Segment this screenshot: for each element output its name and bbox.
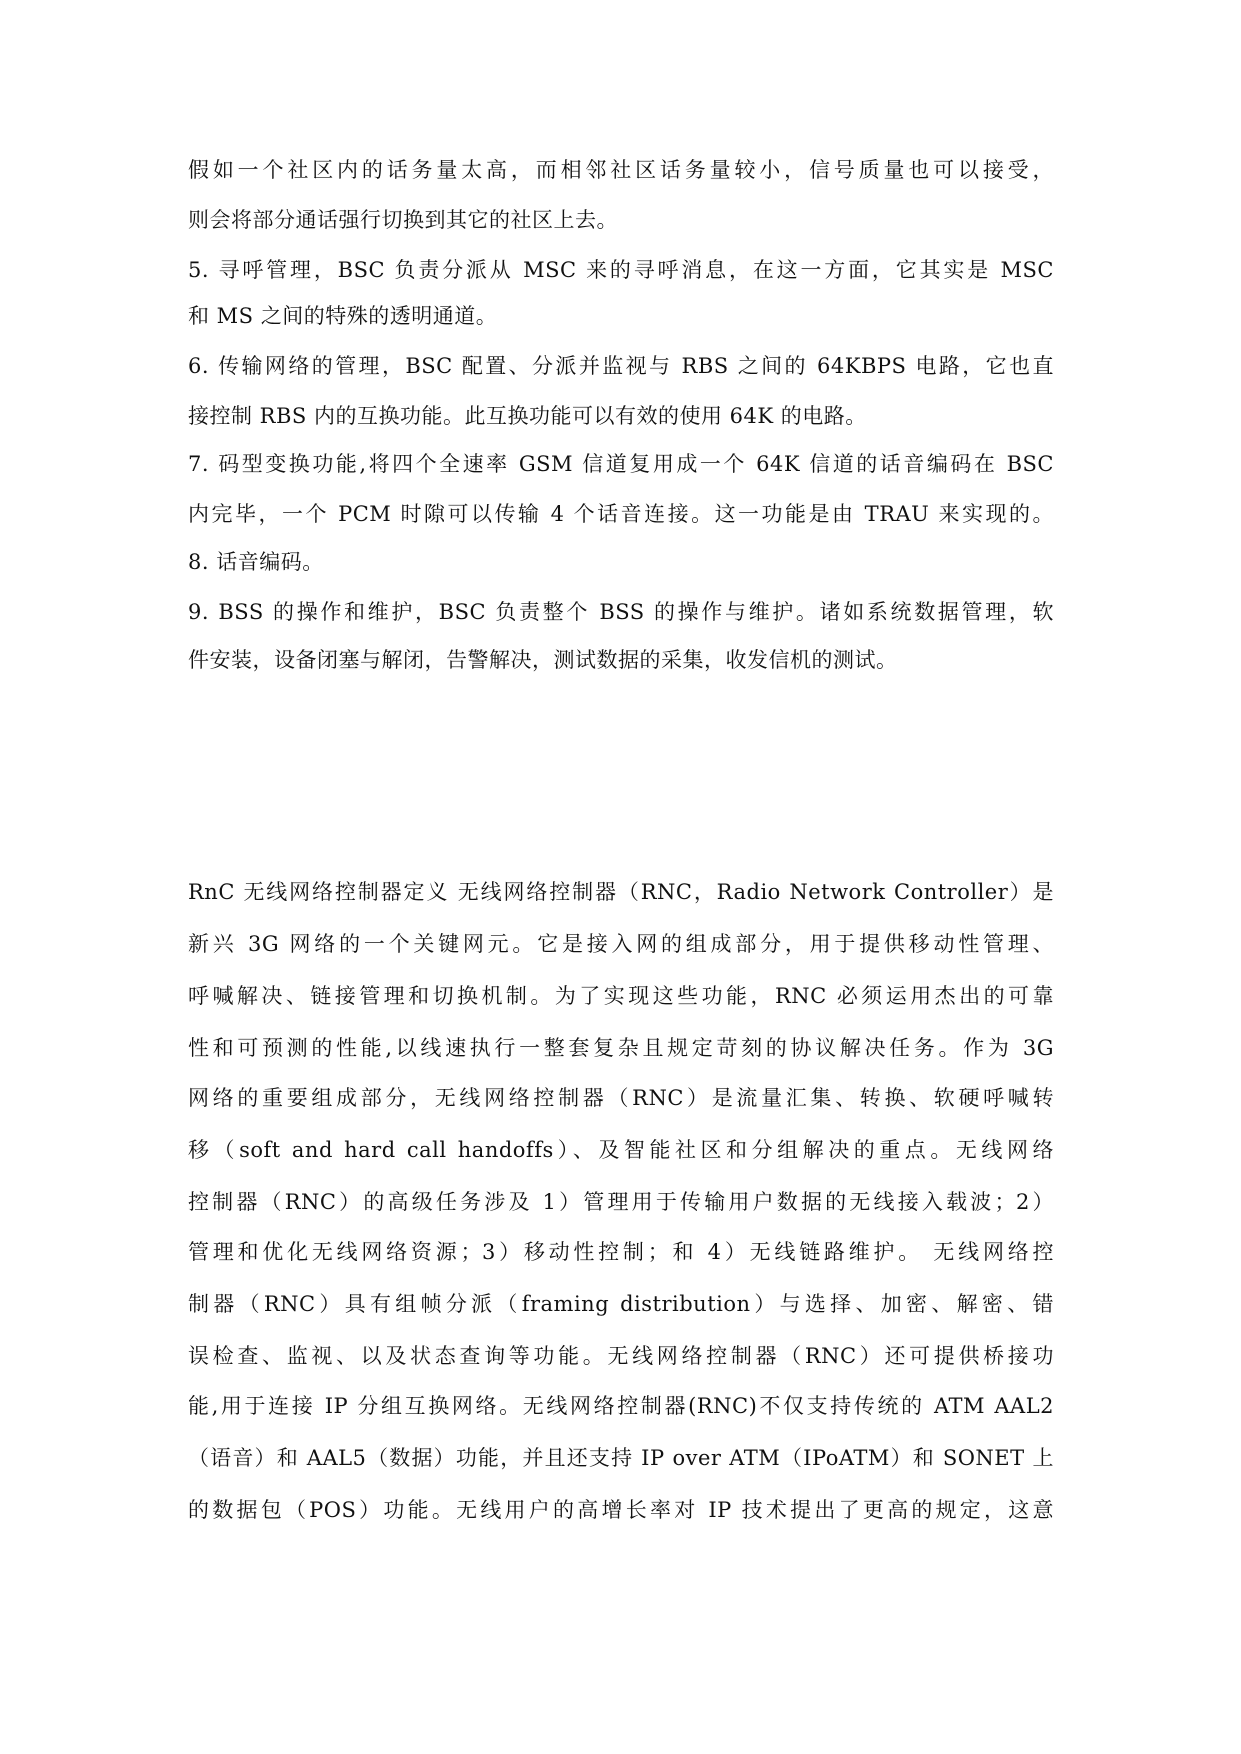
text-line: 管理和优化无线网络资源；3）移动性控制；和 4）无线链路维护。 无线网络控 [188,1240,1054,1264]
text-line: 误检查、监视、以及状态查询等功能。无线网络控制器（RNC）还可提供桥接功 [188,1344,1054,1368]
text-line: 移（soft and hard call handoffs）、及智能社区和分组解决的重点。无线网络 [188,1138,1054,1162]
text-line: 网络的重要组成部分，无线网络控制器（RNC）是流量汇集、转换、软硬呼喊转 [188,1086,1054,1110]
text-line: 6. 传输网络的管理，BSC 配置、分派并监视与 RBS 之间的 64KBPS 电路，它也直 [188,354,1054,378]
text-line: 件安装，设备闭塞与解闭，告警解决，测试数据的采集，收发信机的测试。 [188,648,898,672]
text-line: 制器（RNC）具有组帧分派（framing distribution）与选择、加密、解密、错 [188,1292,1054,1316]
text-line: （语音）和 AAL5（数据）功能，并且还支持 IP over ATM（IPoATM）和 SONET 上 [188,1446,1054,1470]
text-line: 5. 寻呼管理，BSC 负责分派从 MSC 来的寻呼消息，在这一方面，它其实是 MSC [188,258,1054,282]
text-line: 则会将部分通话强行切换到其它的社区上去。 [188,208,618,232]
text-line: 性和可预测的性能,以线速执行一整套复杂且规定苛刻的协议解决任务。作为 3G [188,1036,1054,1060]
text-line: 9. BSS 的操作和维护，BSC 负责整个 BSS 的操作与维护。诸如系统数据管理，软 [188,600,1054,624]
text-line: 的数据包（POS）功能。无线用户的高增长率对 IP 技术提出了更高的规定，这意 [188,1498,1054,1522]
text-line: 内完毕，一个 PCM 时隙可以传输 4 个话音连接。这一功能是由 TRAU 来实现的。 [188,502,1054,526]
text-line: 假如一个社区内的话务量太高，而相邻社区话务量较小，信号质量也可以接受， [188,158,1054,182]
text-line: 控制器（RNC）的高级任务涉及 1）管理用于传输用户数据的无线接入载波；2） [188,1190,1054,1214]
text-line: RnC 无线网络控制器定义 无线网络控制器（RNC，Radio Network Controller）是 [188,880,1054,904]
text-line: 接控制 RBS 内的互换功能。此互换功能可以有效的使用 64K 的电路。 [188,404,867,428]
text-line: 呼喊解决、链接管理和切换机制。为了实现这些功能，RNC 必须运用杰出的可靠 [188,984,1054,1008]
text-line: 7. 码型变换功能,将四个全速率 GSM 信道复用成一个 64K 信道的话音编码在 BSC [188,452,1054,476]
text-line: 新兴 3G 网络的一个关键网元。它是接入网的组成部分，用于提供移动性管理、 [188,932,1054,956]
text-line: 能,用于连接 IP 分组互换网络。无线网络控制器(RNC)不仅支持传统的 ATM AAL2 [188,1394,1054,1418]
text-line: 8. 话音编码。 [188,550,324,574]
text-line: 和 MS 之间的特殊的透明通道。 [188,304,498,328]
